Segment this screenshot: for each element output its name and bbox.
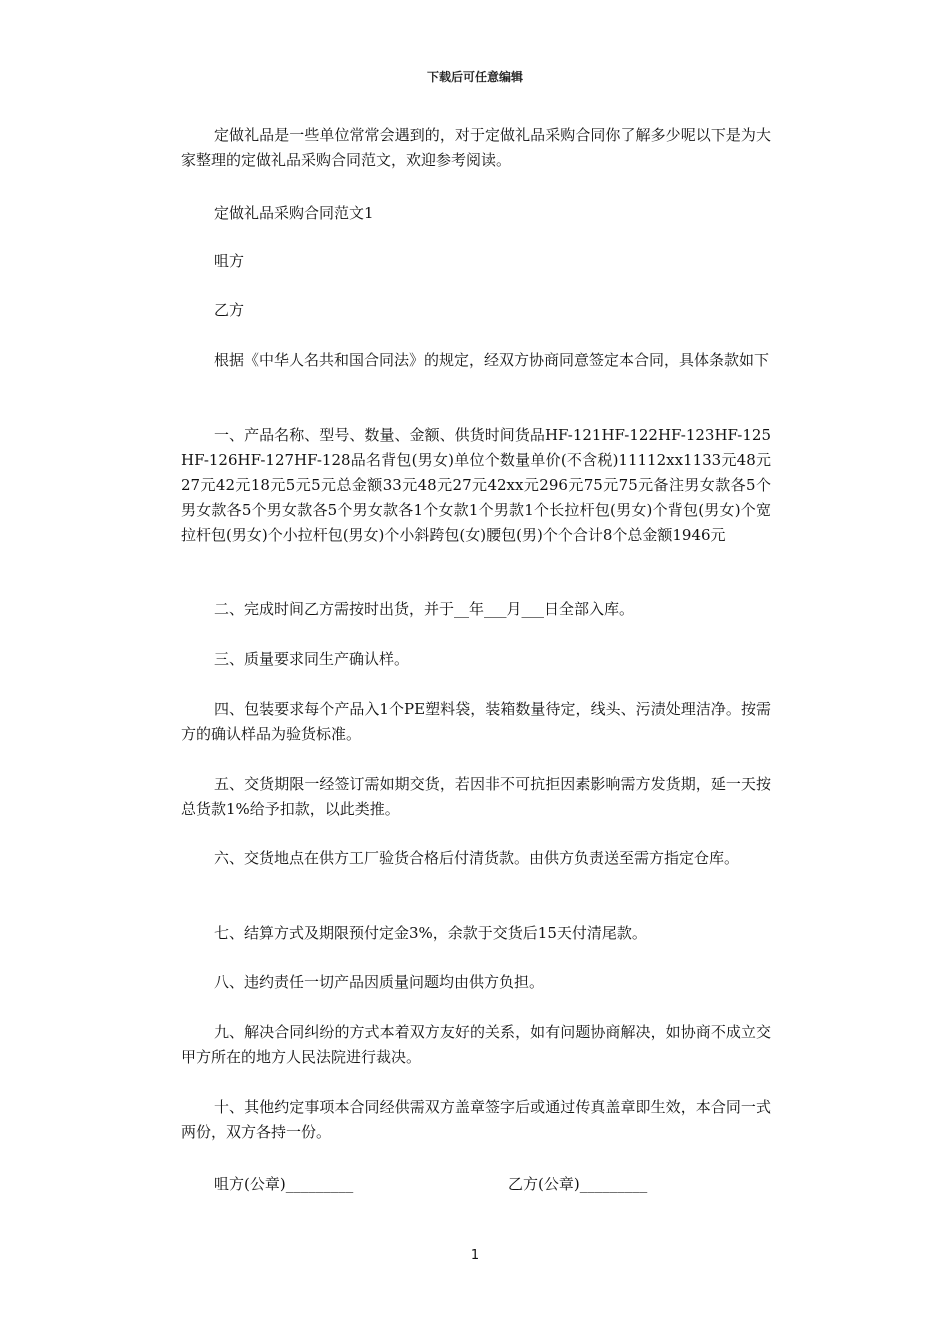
clause-10: 十、其他约定事项本合同经供需双方盖章签字后或通过传真盖章即生效，本合同一式两份，双方各持一份。 xyxy=(181,1098,771,1141)
clause-3: 三、质量要求同生产确认样。 xyxy=(214,650,410,668)
clause-1: 一、产品名称、型号、数量、金额、供货时间货品HF-121HF-122HF-123HF-125HF-126HF-127HF-128品名背包(男女)单位个数量单价(不含税)11112xx1133元48元27元42元18元5元5元总金额33元48元27元42xx元296元75元75元备注男女款各5个男女款各5个男女款各5个男女款各1个女款1个男款1个长拉杆包(男女)个背包(男女)个宽拉杆包(男女)个小拉杆包(男女)个小斜跨包(女)腰包(男)个个合计8个总金额1946元 xyxy=(181,426,771,544)
party-b-line: 乙方 xyxy=(214,301,245,319)
clause-5: 五、交货期限一经签订需如期交货，若因非不可抗拒因素影响需方发货期，延一天按总货款1%给予扣款，以此类推。 xyxy=(181,775,771,818)
clause-6: 六、交货地点在供方工厂验货合格后付清货款。由供方负责送至需方指定仓库。 xyxy=(214,849,740,867)
party-a-signature: 咀方(公章)_________ xyxy=(214,1175,354,1193)
clause-9: 九、解决合同纠纷的方式本着双方友好的关系，如有问题协商解决，如协商不成立交甲方所在的地方人民法院进行裁决。 xyxy=(181,1023,771,1066)
party-b-signature: 乙方(公章)_________ xyxy=(508,1175,648,1193)
clause-2: 二、完成时间乙方需按时出货，并于__年___月___日全部入库。 xyxy=(214,600,635,618)
clause-4: 四、包装要求每个产品入1个PE塑料袋，装箱数量待定，线头、污渍处理洁净。按需方的确认样品为验货标准。 xyxy=(181,700,771,743)
clause-7: 七、结算方式及期限预付定金3%，余款于交货后15天付清尾款。 xyxy=(214,924,647,942)
party-a-line: 咀方 xyxy=(214,252,245,270)
clause-8: 八、违约责任一切产品因质量问题均由供方负担。 xyxy=(214,973,545,991)
intro-paragraph: 定做礼品是一些单位常常会遇到的，对于定做礼品采购合同你了解多少呢以下是为大家整理的定做礼品采购合同范文，欢迎参考阅读。 xyxy=(181,126,771,169)
contract-title: 定做礼品采购合同范文1 xyxy=(214,204,374,222)
basis-paragraph: 根据《中华人名共和国合同法》的规定，经双方协商同意签定本合同，具体条款如下 xyxy=(214,351,770,369)
page-number: 1 xyxy=(470,1248,480,1263)
page-header-note: 下载后可任意编辑 xyxy=(426,70,523,84)
